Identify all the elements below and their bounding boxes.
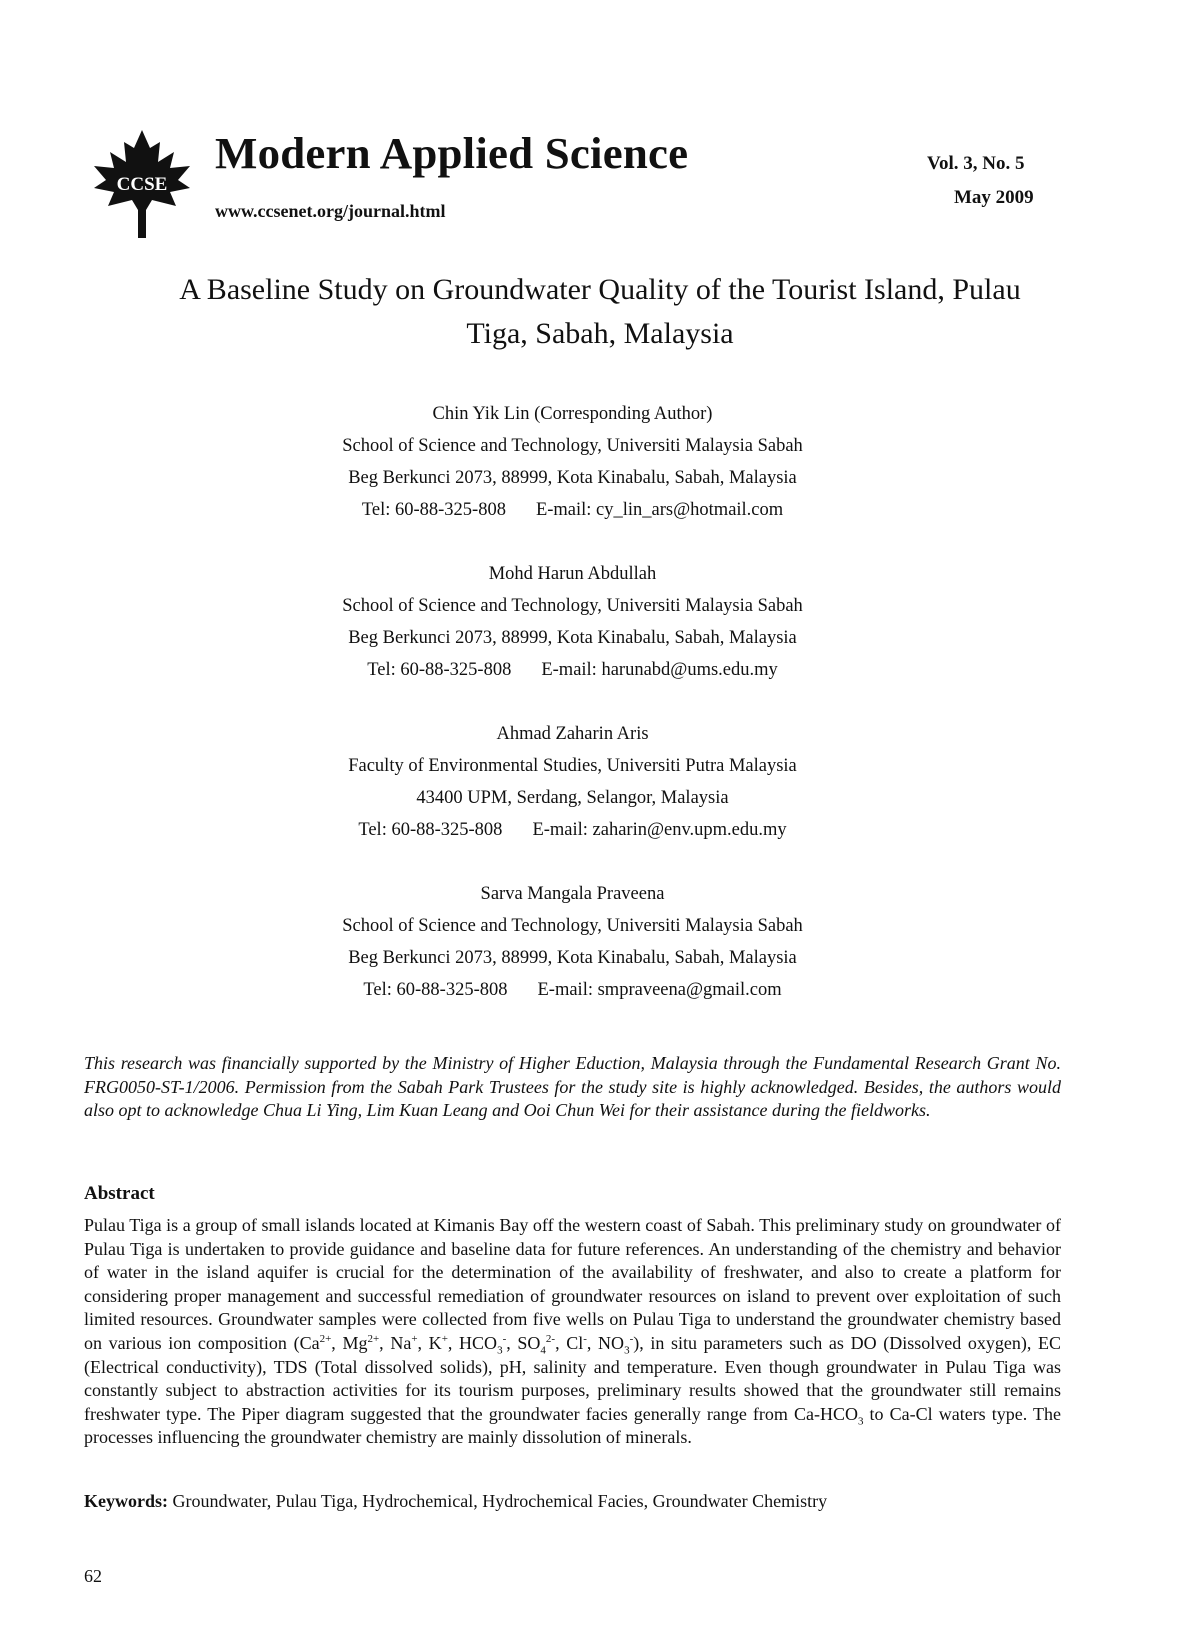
author-email[interactable]: E-mail: cy_lin_ars@hotmail.com [535, 500, 784, 520]
article-title-line-1: A Baseline Study on Groundwater Quality of the Tourist Island, Pulau [179, 273, 1021, 306]
abstract-text-part-1: Pulau Tiga is a group of small islands located at Kimanis Bay off the western coast of Sabah. This preliminary study on groundwater of Pulau Tiga is undertaken to provide guidance and baseline data for future references. An understanding of the chemistry and behavior of water in the island aquifer is crucial for the determination of the availability of freshwater, and also to create a platform for considering proper management and successful remediation of groundwater resources on island to prevent over exploitation of such limited resources. Groundwater samples were collected from five wells on Pulau Tiga to understand the groundwater chemistry based on various ion composition (Ca [84, 1215, 1061, 1353]
author-name: Chin Yik Lin (Corresponding Author) [432, 404, 713, 424]
volume-issue: Vol. 3, No. 5 [927, 153, 1025, 174]
keywords-label: Keywords: [84, 1491, 168, 1511]
abstract-text-part-2: , in situ parameters such as DO (Dissolved oxygen), EC (Electrical conductivity), TDS (Total dissolved solids), pH, salinity and temperature. Even though groundwater in Pulau Tiga was constantly subject to abstraction activities for its tourism purposes, preliminary results showed that the groundwater still remains freshwater type. The Piper diagram suggested that the groundwater facies generally range from Ca-HCO [84, 1332, 1061, 1424]
abstract-heading: Abstract [84, 1183, 155, 1204]
author-email[interactable]: E-mail: zaharin@env.upm.edu.my [532, 820, 787, 840]
abstract-text-part-3: to Ca-Cl waters type. The processes influencing the groundwater chemistry are mainly dissolution of minerals. [84, 1403, 1062, 1448]
author-name: Ahmad Zaharin Aris [496, 724, 649, 744]
author-name: Sarva Mangala Praveena [480, 884, 665, 904]
author-block [0, 558, 1145, 686]
author-tel: Tel: 60-88-325-808 [363, 980, 508, 1000]
author-block [0, 398, 1145, 526]
author-affiliation: Faculty of Environmental Studies, Universiti Putra Malaysia [348, 756, 797, 776]
ccse-maple-leaf-logo [90, 128, 194, 238]
acknowledgement: This research was financially supported by the Ministry of Higher Eduction, Malaysia through the Fundamental Research Grant No. FRG0050-ST-1/2006. Permission from the Sabah Park Trustees for the study site is highly acknowledged. Besides, the authors would also opt to acknowledge Chua Li Ying, Lim Kuan Leang and Ooi Chun Wei for their assistance during the fieldworks. [84, 1053, 1061, 1120]
author-name: Mohd Harun Abdullah [488, 564, 657, 584]
article-title [80, 268, 1120, 356]
author-block [0, 878, 1145, 1006]
article-title-line-2: Tiga, Sabah, Malaysia [466, 317, 734, 350]
journal-url[interactable]: www.ccsenet.org/journal.html [215, 201, 446, 221]
keywords [84, 1489, 827, 1513]
author-affiliation: School of Science and Technology, Universiti Malaysia Sabah [342, 436, 803, 456]
author-address: Beg Berkunci 2073, 88999, Kota Kinabalu, Sabah, Malaysia [348, 628, 797, 648]
author-tel: Tel: 60-88-325-808 [361, 500, 506, 520]
author-address: 43400 UPM, Serdang, Selangor, Malaysia [416, 788, 729, 808]
journal-title: Modern Applied Science [215, 129, 689, 178]
author-contact [0, 654, 1145, 686]
author-tel: Tel: 60-88-325-808 [367, 660, 512, 680]
author-tel: Tel: 60-88-325-808 [358, 820, 503, 840]
author-affiliation: School of Science and Technology, Universiti Malaysia Sabah [342, 916, 803, 936]
author-email[interactable]: E-mail: smpraveena@gmail.com [537, 980, 782, 1000]
author-contact [0, 974, 1145, 1006]
author-email[interactable]: E-mail: harunabd@ums.edu.my [541, 660, 778, 680]
logo-text: CCSE [116, 174, 168, 195]
author-address: Beg Berkunci 2073, 88999, Kota Kinabalu, Sabah, Malaysia [348, 468, 797, 488]
author-contact [0, 814, 1145, 846]
keywords-text: Groundwater, Pulau Tiga, Hydrochemical, Hydrochemical Facies, Groundwater Chemistry [168, 1491, 828, 1511]
author-block [0, 718, 1145, 846]
publication-date: May 2009 [954, 187, 1034, 208]
author-affiliation: School of Science and Technology, Universiti Malaysia Sabah [342, 596, 803, 616]
page-number: 62 [84, 1566, 102, 1586]
author-contact [0, 494, 1145, 526]
author-list [0, 398, 1145, 1038]
author-address: Beg Berkunci 2073, 88999, Kota Kinabalu, Sabah, Malaysia [348, 948, 797, 968]
abstract-body: Pulau Tiga is a group of small islands located at Kimanis Bay off the western coast of Sabah. This preliminary study on groundwater of Pulau Tiga is undertaken to provide guidance and baseline data for future references. An understanding of the chemistry and behavior of water in the island aquifer is crucial for the determination of the availability of freshwater, and also to create a platform for considering proper management and successful remediation of groundwater resources on island to prevent over exploitation of such limited resources. Groundwater samples were collected from five wells on Pulau Tiga to understand the groundwater chemistry based on various ion composition ($Ca^{2+}$, $Mg^{2+}$, Na+, K+, $HCO_3^-$, $SO_4^{2-}$, Cl-, $NO_3^-$), in situ parameters such as DO (Dissolved oxygen), EC (Electrical conductivity), TDS (Total dissolved solids), pH, salinity and temperature. Even though groundwater in Pulau Tiga was constantly subject to abstraction activities for its tourism purposes, preliminary results showed that the groundwater still remains freshwater type. The Piper diagram suggested that the groundwater facies generally range from $Ca-HCO_3$ to Ca-Cl waters type. The processes influencing the groundwater chemistry are mainly dissolution of minerals. [84, 1215, 1062, 1448]
